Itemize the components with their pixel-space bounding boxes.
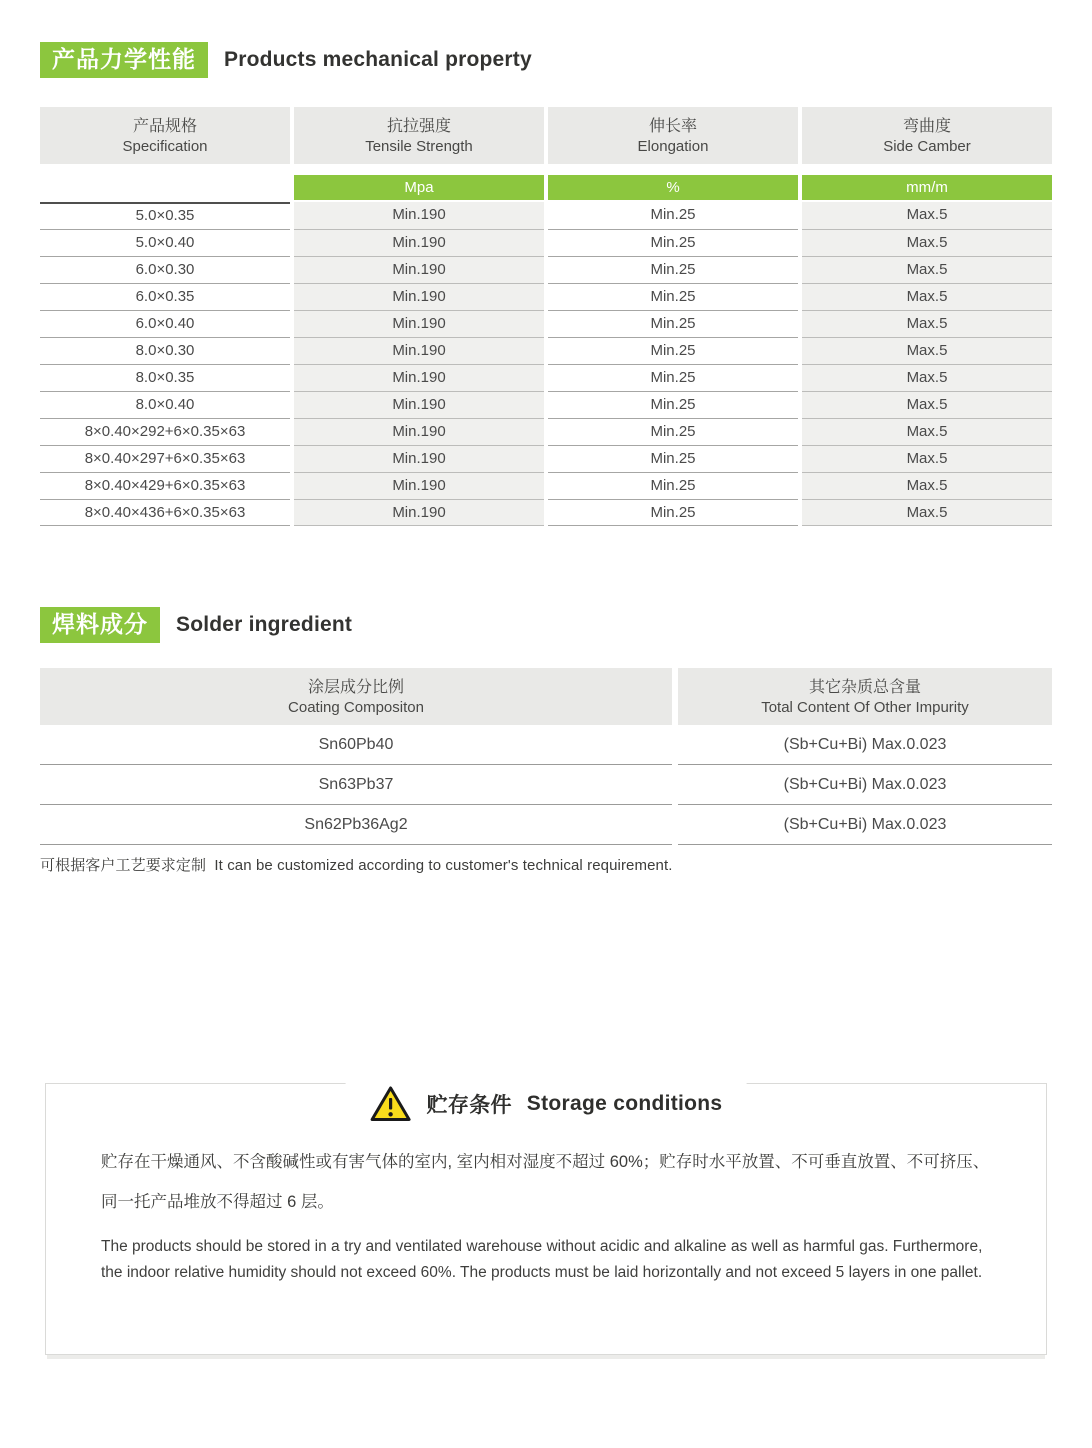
col-header-cn: 涂层成分比例 (307, 678, 404, 696)
col-header-en: Total Content Of Other Impurity (761, 698, 969, 716)
elongation-cell: Min.25 (548, 391, 798, 418)
tensile-cell: Min.190 (294, 310, 544, 337)
tensile-cell: Min.190 (294, 229, 544, 256)
col-header-en: Elongation (637, 137, 709, 155)
section2-badge: 焊料成分 (40, 607, 160, 643)
tensile-cell: Min.190 (294, 256, 544, 283)
storage-title-cn: 贮存条件 (426, 1094, 512, 1117)
elongation-cell: Min.25 (548, 229, 798, 256)
spec-cell: 5.0×0.35 (40, 202, 290, 229)
tensile-cell: Min.190 (294, 283, 544, 310)
camber-cell: Max.5 (802, 418, 1052, 445)
storage-body-cn: 贮存在干燥通风、不含酸碱性或有害气体的室内, 室内相对湿度不超过 60%；贮存时水平放置、不可垂直放置、不可挤压、同一托产品堆放不得超过 6 层。 (101, 1153, 990, 1211)
elongation-cell: Min.25 (548, 418, 798, 445)
spec-cell: 6.0×0.30 (40, 256, 290, 283)
impurity-cell: (Sb+Cu+Bi) Max.0.023 (678, 725, 1052, 765)
coating-cell: Sn62Pb36Ag2 (40, 805, 672, 845)
section2-title: Solder ingredient (176, 613, 353, 636)
spec-cell: 8×0.40×292+6×0.35×63 (40, 418, 290, 445)
col-header-elongation (548, 107, 798, 164)
spec-cell: 8×0.40×297+6×0.35×63 (40, 445, 290, 472)
elongation-cell: Min.25 (548, 310, 798, 337)
unit-cell-percent: % (548, 175, 798, 200)
note-cn: 可根据客户工艺要求定制 (40, 857, 207, 874)
storage-title-en: Storage conditions (526, 1092, 723, 1115)
col-header-en: Side Camber (883, 137, 971, 155)
spec-cell: 6.0×0.40 (40, 310, 290, 337)
camber-cell: Max.5 (802, 391, 1052, 418)
camber-cell: Max.5 (802, 283, 1052, 310)
elongation-cell: Min.25 (548, 472, 798, 499)
note-en: It can be customized according to customer's technical requirement. (214, 857, 673, 874)
tensile-cell: Min.190 (294, 418, 544, 445)
unit-cell-mm-per-m: mm/m (802, 175, 1052, 200)
spec-cell: 8.0×0.35 (40, 364, 290, 391)
spec-cell: 6.0×0.35 (40, 283, 290, 310)
elongation-cell: Min.25 (548, 256, 798, 283)
spec-cell: 8×0.40×436+6×0.35×63 (40, 499, 290, 526)
col-header-cn: 产品规格 (132, 117, 197, 135)
elongation-cell: Min.25 (548, 364, 798, 391)
storage-body-en: The products should be stored in a try and ventilated warehouse without acidic and alkaline as well as harmful gas. Furthermore, the indoor relative humidity should not exceed 60%. The products must be laid horizontally and not exceed 5 layers in one pallet. (101, 1238, 983, 1281)
tensile-cell: Min.190 (294, 391, 544, 418)
impurity-cell: (Sb+Cu+Bi) Max.0.023 (678, 805, 1052, 845)
tensile-cell: Min.190 (294, 445, 544, 472)
spec-cell: 8.0×0.40 (40, 391, 290, 418)
tensile-cell: Min.190 (294, 499, 544, 526)
tensile-cell: Min.190 (294, 202, 544, 229)
elongation-cell: Min.25 (548, 445, 798, 472)
spec-cell: 8.0×0.30 (40, 337, 290, 364)
col-header-cn: 其它杂质总含量 (808, 678, 921, 696)
section2-heading (40, 607, 1052, 643)
col-header-tensile-strength (294, 107, 544, 164)
camber-cell: Max.5 (802, 310, 1052, 337)
spec-cell: 8×0.40×429+6×0.35×63 (40, 472, 290, 499)
elongation-cell: Min.25 (548, 283, 798, 310)
warning-triangle-icon (370, 1085, 412, 1123)
col-header-side-camber (802, 107, 1052, 164)
tensile-cell: Min.190 (294, 364, 544, 391)
coating-cell: Sn60Pb40 (40, 725, 672, 765)
tensile-cell: Min.190 (294, 337, 544, 364)
customization-note (40, 854, 1052, 875)
camber-cell: Max.5 (802, 337, 1052, 364)
col-header-coating-composition (40, 668, 672, 725)
mechanical-property-table (40, 107, 1052, 526)
camber-cell: Max.5 (802, 445, 1052, 472)
unit-cell-mpa: Mpa (294, 175, 544, 200)
col-header-cn: 伸长率 (648, 117, 697, 135)
col-header-specification (40, 107, 290, 164)
section1-title: Products mechanical property (224, 48, 532, 71)
camber-cell: Max.5 (802, 229, 1052, 256)
tensile-cell: Min.190 (294, 472, 544, 499)
camber-cell: Max.5 (802, 499, 1052, 526)
impurity-cell: (Sb+Cu+Bi) Max.0.023 (678, 765, 1052, 805)
storage-heading (346, 1083, 747, 1125)
camber-cell: Max.5 (802, 202, 1052, 229)
col-header-en: Coating Compositon (288, 698, 424, 716)
solder-ingredient-table (40, 668, 1052, 845)
col-header-en: Tensile Strength (365, 137, 473, 155)
elongation-cell: Min.25 (548, 337, 798, 364)
elongation-cell: Min.25 (548, 499, 798, 526)
section1-badge: 产品力学性能 (40, 42, 208, 78)
coating-cell: Sn63Pb37 (40, 765, 672, 805)
col-header-impurity-content (678, 668, 1052, 725)
camber-cell: Max.5 (802, 256, 1052, 283)
col-header-cn: 抗拉强度 (386, 117, 451, 135)
col-header-cn: 弯曲度 (902, 117, 951, 135)
camber-cell: Max.5 (802, 364, 1052, 391)
col-header-en: Specification (122, 137, 208, 155)
camber-cell: Max.5 (802, 472, 1052, 499)
unit-cell-empty (40, 175, 290, 200)
storage-conditions-section (40, 1083, 1052, 1355)
elongation-cell: Min.25 (650, 206, 696, 223)
section1-heading (40, 42, 1052, 78)
spec-cell: 5.0×0.40 (40, 229, 290, 256)
